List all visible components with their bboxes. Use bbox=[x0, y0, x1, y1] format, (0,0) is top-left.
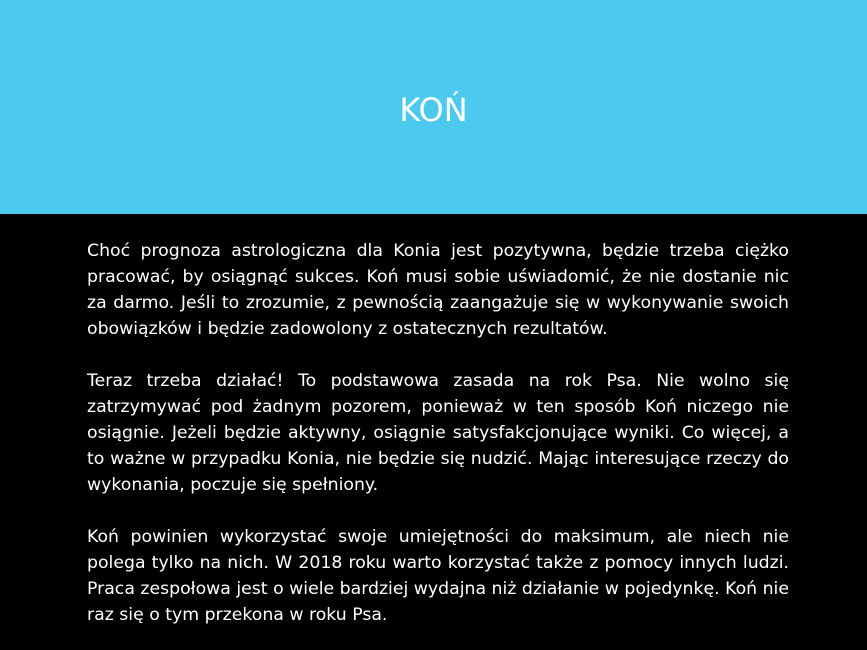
title-banner bbox=[0, 0, 867, 214]
slide-title: KOŃ bbox=[399, 91, 468, 129]
slide-body bbox=[87, 238, 789, 650]
paragraph-2: Teraz trzeba działać! To podstawowa zasada na rok Psa. Nie wolno się zatrzymywać pod żadnym pozorem, ponieważ w ten sposób Koń niczego nie osiągnie. Jeżeli będzie aktywny, osiągnie satysfakcjonujące wyniki. Co więcej, a to ważne w przypadku Konia, nie będzie się nudzić. Mając interesujące rzeczy do wykonania, poczuje się spełniony. bbox=[87, 371, 789, 495]
paragraph-1: Choć prognoza astrologiczna dla Konia jest pozytywna, będzie trzeba ciężko pracować, by osiągnąć sukces. Koń musi sobie uświadomić, że nie dostanie nic za darmo. Jeśli to zrozumie, z pewnością zaangażuje się w wykonywanie swoich obowiązków i będzie zadowolony z ostatecznych rezultatów. bbox=[87, 241, 789, 339]
paragraph-3: Koń powinien wykorzystać swoje umiejętności do maksimum, ale niech nie polega tylko na nich. W 2018 roku warto korzystać także z pomocy innych ludzi. Praca zespołowa jest o wiele bardziej wydajna niż działanie w pojedynkę. Koń nie raz się o tym przekona w roku Psa. bbox=[87, 527, 789, 625]
